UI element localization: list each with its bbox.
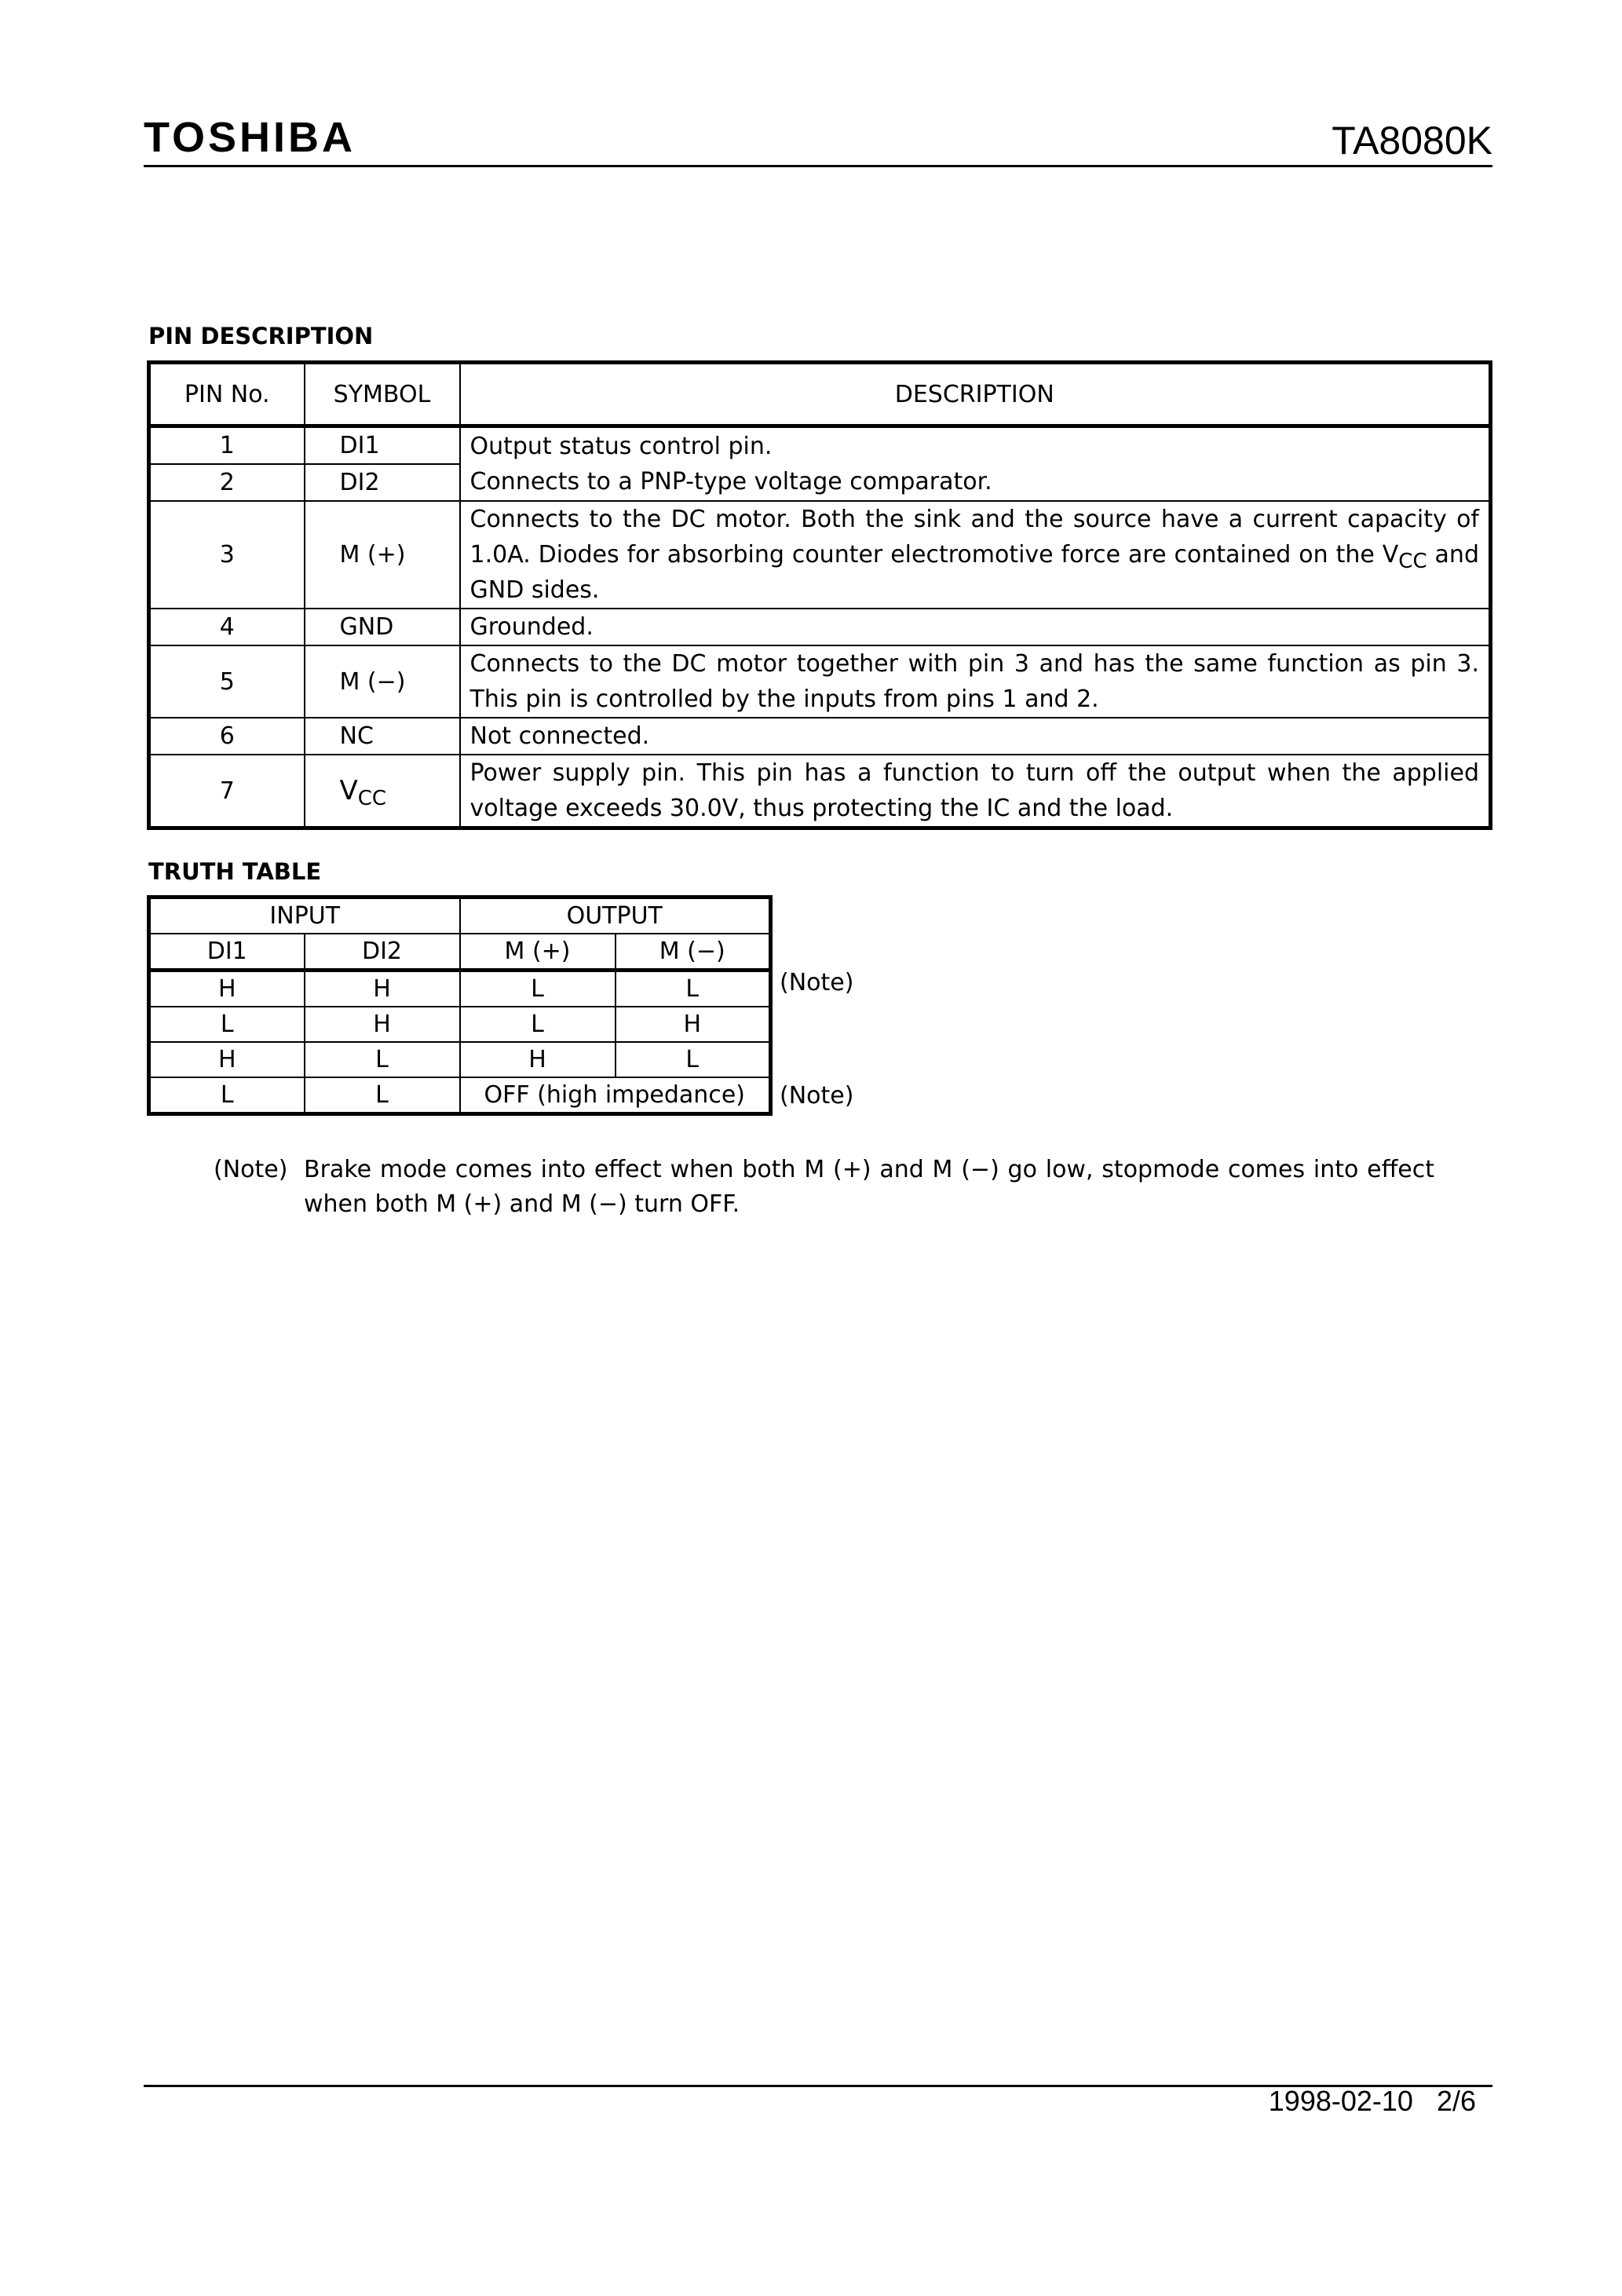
header-pin: PIN No.: [149, 363, 305, 426]
table-row: [149, 755, 1491, 828]
footer: [1269, 2086, 1476, 2117]
part-number: TA8080K: [1332, 119, 1492, 163]
table-row: [149, 609, 1491, 645]
pin-number: 5: [149, 645, 305, 718]
pin-symbol: DI1: [305, 426, 460, 465]
truth-table-title: TRUTH TABLE: [148, 858, 322, 885]
cell-m-plus: L: [460, 1007, 616, 1042]
pin-description: [460, 426, 1491, 502]
pin-description-line: Output status control pin.: [469, 433, 773, 460]
vcc-main: V: [1382, 541, 1399, 569]
pin-number: 4: [149, 609, 305, 645]
header-description: DESCRIPTION: [460, 363, 1491, 426]
vcc-symbol: [1382, 541, 1427, 573]
brand-logo: TOSHIBA: [144, 114, 356, 161]
cell-m-minus: L: [616, 1042, 771, 1077]
header-di2: DI2: [305, 934, 460, 971]
cell-di2: H: [305, 1007, 460, 1042]
table-row: [149, 1077, 771, 1114]
cell-di1: H: [149, 1042, 305, 1077]
header-output: OUTPUT: [460, 898, 771, 934]
table-row: [149, 645, 1491, 718]
cell-di1: H: [149, 971, 305, 1007]
pin-symbol: NC: [305, 718, 460, 755]
pin-description-table: [147, 360, 1492, 830]
row-note-marker: (Note): [780, 969, 854, 996]
table-row: [149, 1007, 771, 1042]
row-note-marker: (Note): [780, 1082, 854, 1110]
note-text: Brake mode comes into effect when both M (+) and M (−) go low, stopmode comes into effect when both M (+) and M (−) turn OFF.: [304, 1156, 1434, 1218]
pin-number: 3: [149, 501, 305, 609]
pin-symbol: M (−): [305, 645, 460, 718]
footer-date: 1998-02-10: [1268, 2085, 1413, 2117]
header-input: INPUT: [149, 898, 460, 934]
truth-table: [147, 895, 773, 1116]
header-rule: [144, 165, 1492, 167]
cell-di1: L: [149, 1077, 305, 1114]
cell-output-merged: OFF (high impedance): [460, 1077, 771, 1114]
pin-description-line: Connects to a PNP-type voltage comparator.: [469, 468, 992, 495]
cell-m-plus: L: [460, 971, 616, 1007]
table-header-row: [149, 898, 771, 934]
pin-description: [460, 501, 1491, 609]
pin-description-tail: and GND sides.: [469, 541, 1479, 604]
vcc-subscript: CC: [357, 786, 387, 810]
pin-symbol: [305, 755, 460, 828]
pin-description: Power supply pin. This pin has a function to turn off the output when the applied voltage exceeds 30.0V, thus protecting the IC and the load.: [460, 755, 1491, 828]
vcc-main: V: [339, 774, 358, 806]
pin-description-title: PIN DESCRIPTION: [148, 323, 374, 349]
pin-description-text: Connects to the DC motor. Both the sink and the source have a current capacity of 1.0A. Diodes for absorbing counter electromotive force are contained on the: [469, 506, 1479, 569]
header-di1: DI1: [149, 934, 305, 971]
pin-number: 6: [149, 718, 305, 755]
cell-di2: L: [305, 1077, 460, 1114]
table-row: [149, 718, 1491, 755]
table-row: [149, 426, 1491, 465]
cell-m-plus: H: [460, 1042, 616, 1077]
pin-symbol: DI2: [305, 464, 460, 501]
header-m-plus: M (+): [460, 934, 616, 971]
pin-description: Not connected.: [460, 718, 1491, 755]
cell-m-minus: H: [616, 1007, 771, 1042]
vcc-subscript: CC: [1398, 550, 1427, 573]
table-row: [149, 1042, 771, 1077]
pin-number: 2: [149, 464, 305, 501]
pin-symbol: M (+): [305, 501, 460, 609]
footer-page: 2/6: [1436, 2085, 1476, 2117]
pin-description: Grounded.: [460, 609, 1491, 645]
cell-di2: H: [305, 971, 460, 1007]
pin-symbol: GND: [305, 609, 460, 645]
table-header-row: [149, 363, 1491, 426]
table-header-row: [149, 934, 771, 971]
table-row: [149, 971, 771, 1007]
cell-di1: L: [149, 1007, 305, 1042]
table-row: [149, 501, 1491, 609]
pin-description: Connects to the DC motor together with pin 3 and has the same function as pin 3. This pin is controlled by the inputs from pins 1 and 2.: [460, 645, 1491, 718]
header-symbol: SYMBOL: [305, 363, 460, 426]
pin-number: 1: [149, 426, 305, 465]
header-m-minus: M (−): [616, 934, 771, 971]
cell-m-minus: L: [616, 971, 771, 1007]
note-label: (Note): [214, 1156, 288, 1183]
pin-number: 7: [149, 755, 305, 828]
cell-di2: L: [305, 1042, 460, 1077]
